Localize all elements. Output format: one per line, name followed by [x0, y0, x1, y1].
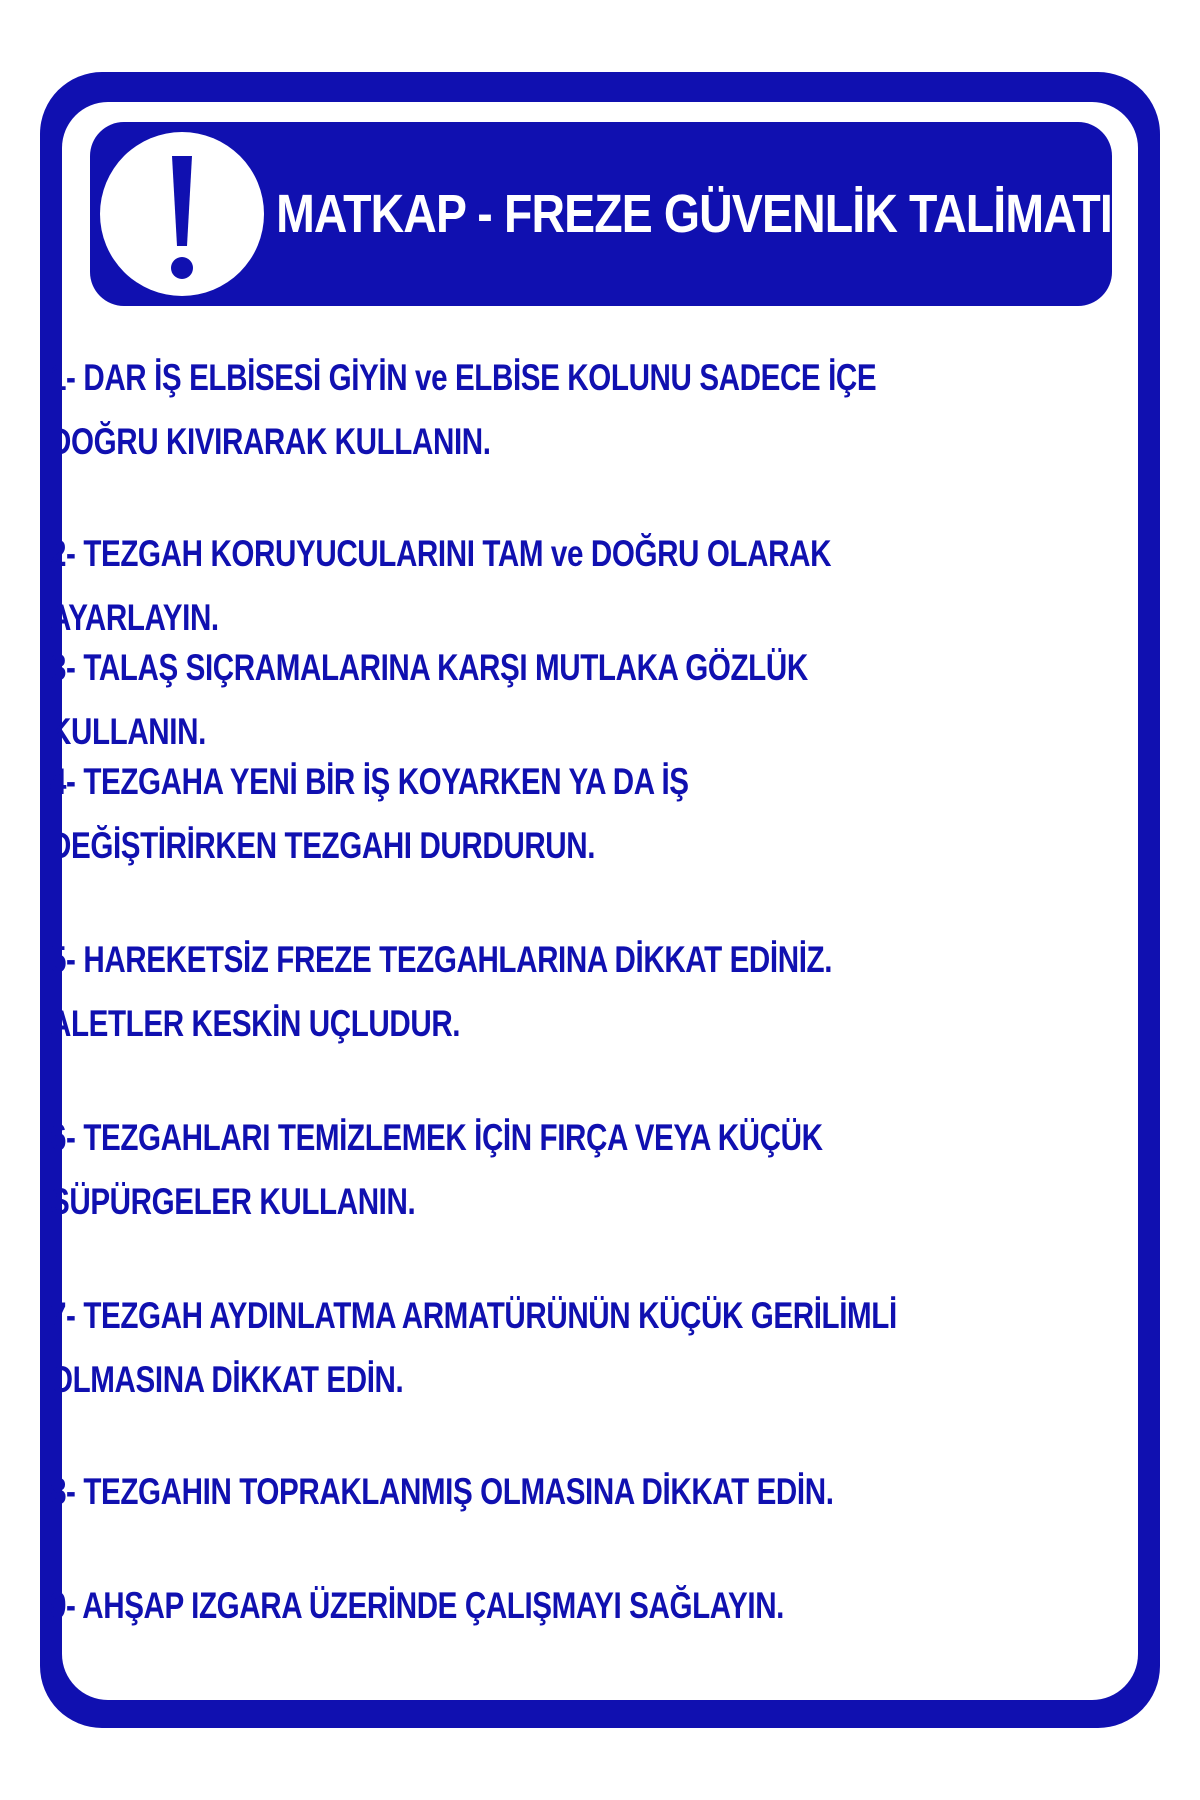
sign-title: MATKAP - FREZE GÜVENLİK TALİMATI — [276, 184, 1112, 244]
sign-header — [90, 122, 1112, 306]
rule-item: 9- AHŞAP IZGARA ÜZERİNDE ÇALIŞMAYI SAĞLAYIN. — [50, 1585, 785, 1626]
rule-item: 8- TEZGAHIN TOPRAKLANMIŞ OLMASINA DİKKAT EDİN. — [50, 1471, 834, 1512]
exclamation-icon — [100, 132, 264, 296]
rule-item: 2- TEZGAH KORUYUCULARINI TAM ve DOĞRU OLARAK AYARLAYIN. — [50, 533, 832, 638]
rule-item: 1- DAR İŞ ELBİSESİ GİYİN ve ELBİSE KOLUNU SADECE İÇE DOĞRU KIVIRARAK KULLANIN. — [50, 357, 877, 462]
rule-item: 4- TEZGAHA YENİ BİR İŞ KOYARKEN YA DA İŞ DEĞİŞTİRİRKEN TEZGAHI DURDURUN. — [50, 761, 689, 866]
rule-item: 3- TALAŞ SIÇRAMALARINA KARŞI MUTLAKA GÖZLÜK KULLANIN. — [50, 647, 808, 752]
rule-item: 5- HAREKETSİZ FREZE TEZGAHLARINA DİKKAT EDİNİZ. ALETLER KESKİN UÇLUDUR. — [50, 939, 833, 1044]
rule-item: 7- TEZGAH AYDINLATMA ARMATÜRÜNÜN KÜÇÜK GERİLİMLİ OLMASINA DİKKAT EDİN. — [50, 1295, 897, 1400]
rule-item: 6- TEZGAHLARI TEMİZLEMEK İÇİN FIRÇA VEYA KÜÇÜK SÜPÜRGELER KULLANIN. — [50, 1117, 823, 1222]
warning-badge — [100, 132, 264, 296]
